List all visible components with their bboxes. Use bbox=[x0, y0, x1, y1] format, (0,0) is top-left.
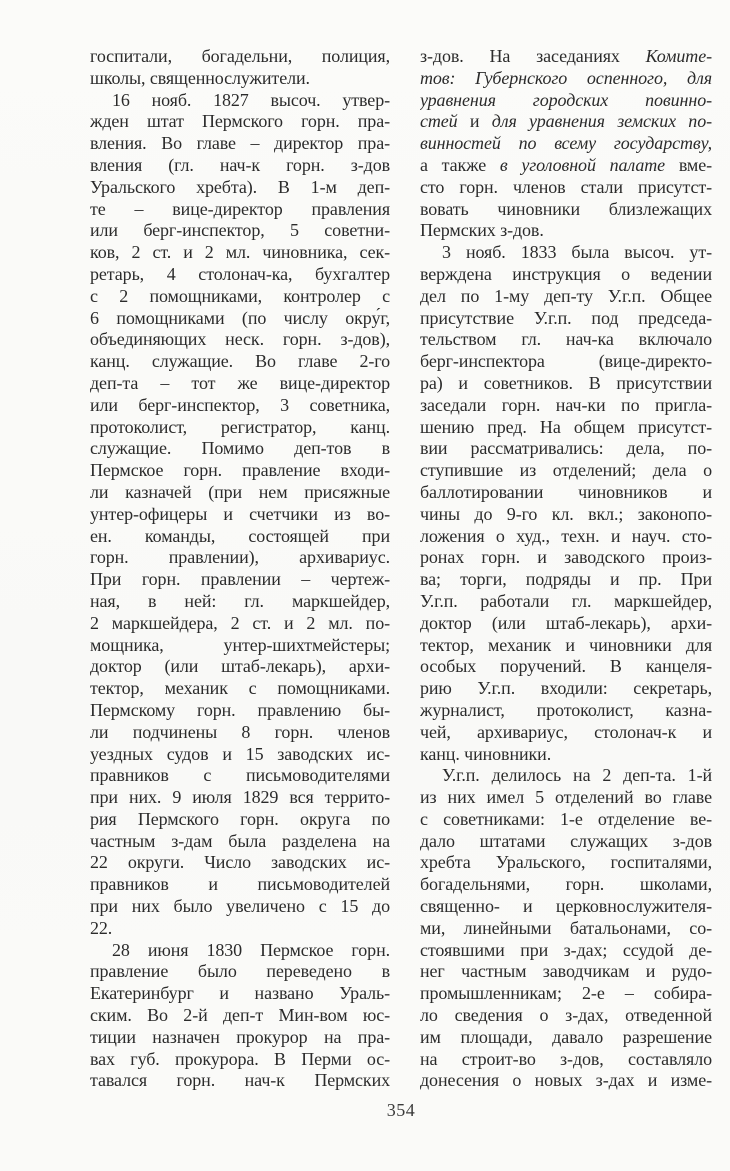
text: частным з-дам была разделена на bbox=[90, 830, 390, 851]
text-line bbox=[90, 264, 390, 286]
text: уездных судов и 15 заводских ис- bbox=[90, 743, 390, 764]
text: тавался горн. нач-к Пермских bbox=[90, 1070, 390, 1091]
text-line bbox=[90, 787, 390, 809]
text: Пермских з-дов. bbox=[420, 220, 544, 241]
text-line bbox=[420, 329, 712, 351]
text: ретарь, 4 столонач-ка, бухгалтер bbox=[90, 263, 390, 284]
text-line bbox=[90, 133, 390, 155]
text: на строит-во з-дов, составляло bbox=[420, 1048, 712, 1069]
text-line bbox=[420, 809, 712, 831]
text-line bbox=[90, 526, 390, 548]
text: ми, линейными батальонами, со- bbox=[420, 917, 712, 938]
text-line bbox=[90, 700, 390, 722]
text-line bbox=[420, 220, 712, 242]
text-line bbox=[90, 329, 390, 351]
text-line bbox=[90, 591, 390, 613]
text: ложения о худ., техн. и науч. сто- bbox=[420, 525, 712, 546]
text-line bbox=[90, 482, 390, 504]
text: правление было переведено в bbox=[90, 961, 390, 982]
text: священно- и церковнослужителя- bbox=[420, 896, 712, 917]
page-number: 354 bbox=[386, 1100, 416, 1120]
text-line bbox=[420, 896, 712, 918]
text-line bbox=[420, 591, 712, 613]
text-line bbox=[90, 308, 390, 330]
text: 2 маркшейдера, 2 ст. и 2 мл. по- bbox=[90, 612, 390, 633]
text-line bbox=[420, 787, 712, 809]
text-line bbox=[90, 983, 390, 1005]
text: объединяющих неск. горн. з-дов), bbox=[90, 329, 390, 350]
text: ступившие из отделений; дела о bbox=[420, 460, 712, 481]
text-line bbox=[420, 460, 712, 482]
text: или берг-инспектор, 5 советни- bbox=[90, 220, 390, 241]
text-line bbox=[420, 438, 712, 460]
text: школы, священнослужители. bbox=[90, 67, 310, 88]
text: жден штат Пермского горн. пра- bbox=[90, 111, 390, 132]
text-columns bbox=[90, 46, 712, 1092]
text: стоявшими при з-дах; ссудой де- bbox=[420, 939, 712, 960]
italic-text: в уголовной палате bbox=[499, 154, 666, 175]
text: донесения о новых з-дах и изме- bbox=[420, 1070, 712, 1091]
text-line bbox=[420, 678, 712, 700]
italic-text: тов: Губернского оспенного, для bbox=[420, 67, 712, 88]
text: ков, 2 ст. и 2 мл. чиновника, сек- bbox=[90, 242, 390, 263]
text-line bbox=[420, 874, 712, 896]
left-column bbox=[90, 46, 390, 1092]
text: 22 округи. Число заводских ис- bbox=[90, 852, 390, 873]
text-line bbox=[90, 1070, 390, 1092]
text-line bbox=[90, 896, 390, 918]
text: тельством гл. нач-ка включало bbox=[420, 329, 712, 350]
text-line bbox=[420, 918, 712, 940]
text: с 2 помощниками, контролер с bbox=[90, 285, 390, 306]
text: 6 помощниками (по числу окру́г, bbox=[90, 307, 390, 328]
text: рия Пермского горн. округа по bbox=[90, 808, 390, 829]
text-line bbox=[420, 656, 712, 678]
text-line bbox=[420, 504, 712, 526]
text: баллотировании чиновников и bbox=[420, 481, 712, 502]
text: 22. bbox=[90, 917, 113, 938]
text-line bbox=[420, 635, 712, 657]
text: Пермскому горн. правлению бы- bbox=[90, 699, 390, 720]
text-line bbox=[420, 286, 712, 308]
text: шению пред. На общем присутст- bbox=[420, 416, 712, 437]
text: верждена инструкция о ведении bbox=[420, 263, 712, 284]
text-line bbox=[90, 177, 390, 199]
text-line bbox=[90, 613, 390, 635]
text: вии рассматривались: дела, по- bbox=[420, 438, 712, 459]
text: деп-та – тот же вице-директор bbox=[90, 372, 390, 393]
text-line bbox=[90, 1005, 390, 1027]
text-line bbox=[420, 983, 712, 1005]
text-line bbox=[90, 90, 390, 112]
text: рию У.г.п. входили: секретарь, bbox=[420, 678, 712, 699]
text: У.г.п. работали гл. маркшейдер, bbox=[420, 590, 712, 611]
text: 3 нояб. 1833 была высоч. ут- bbox=[442, 242, 712, 263]
text-line bbox=[90, 286, 390, 308]
text-line bbox=[90, 417, 390, 439]
text-line bbox=[420, 1027, 712, 1049]
text-line bbox=[420, 155, 712, 177]
text: дел по 1-му деп-ту У.г.п. Общее bbox=[420, 285, 712, 306]
text: заседали горн. нач-ки по пригла- bbox=[420, 394, 712, 415]
text-line bbox=[90, 722, 390, 744]
text-line bbox=[420, 46, 712, 68]
text: Уральского хребта). В 1-м деп- bbox=[90, 176, 390, 197]
text-line bbox=[90, 656, 390, 678]
text: им площади, давало разрешение bbox=[420, 1026, 712, 1047]
text-line bbox=[90, 438, 390, 460]
text: а также bbox=[420, 154, 500, 175]
text: дало штатами служащих з-дов bbox=[420, 830, 712, 851]
text-line bbox=[420, 111, 712, 133]
text: нег частным заводчикам и рудо- bbox=[420, 961, 712, 982]
text: канц. чиновники. bbox=[420, 743, 552, 764]
text-line bbox=[90, 1027, 390, 1049]
text: ским. Во 2-й деп-т Мин-вом юс- bbox=[90, 1005, 390, 1026]
text: при них. 9 июля 1829 вся террито- bbox=[90, 787, 390, 808]
text-line bbox=[420, 133, 712, 155]
text: и bbox=[457, 111, 492, 132]
text: з-дов. На заседаниях bbox=[420, 46, 646, 66]
text-line bbox=[90, 220, 390, 242]
text-line bbox=[420, 765, 712, 787]
text: те – вице-директор правления bbox=[90, 198, 390, 219]
text: ли казначей (при нем присяжные bbox=[90, 481, 390, 502]
text-line bbox=[420, 831, 712, 853]
text: правников и письмоводителей bbox=[90, 874, 390, 895]
text: журналист, протоколист, казна- bbox=[420, 699, 712, 720]
text: горн. правлении), архивариус. bbox=[90, 547, 390, 568]
text: вме- bbox=[665, 154, 712, 175]
text-line bbox=[90, 678, 390, 700]
text-line bbox=[420, 1005, 712, 1027]
text: присутствие У.г.п. под председа- bbox=[420, 307, 712, 328]
text-line bbox=[420, 547, 712, 569]
text-line bbox=[90, 831, 390, 853]
text-line bbox=[90, 940, 390, 962]
text-line bbox=[420, 482, 712, 504]
text-line bbox=[90, 765, 390, 787]
text-line bbox=[420, 177, 712, 199]
text: 28 июня 1830 Пермское горн. bbox=[112, 939, 390, 960]
text: доктор (или штаб-лекарь), архи- bbox=[420, 612, 712, 633]
text: госпитали, богадельни, полиция, bbox=[90, 46, 390, 66]
text-line bbox=[420, 417, 712, 439]
text: ен. команды, состоящей при bbox=[90, 525, 390, 546]
text: правников с письмоводителями bbox=[90, 765, 390, 786]
text-line bbox=[90, 351, 390, 373]
text: Пермское горн. правление входи- bbox=[90, 460, 390, 481]
text-line bbox=[420, 242, 712, 264]
text: ли подчинены 8 горн. членов bbox=[90, 721, 390, 742]
text-line bbox=[420, 308, 712, 330]
text-line bbox=[420, 90, 712, 112]
text-line bbox=[420, 1070, 712, 1092]
text-line bbox=[420, 852, 712, 874]
text-line bbox=[420, 395, 712, 417]
text: промышленникам; 2-е – собира- bbox=[420, 983, 712, 1004]
text: из них имел 5 отделений во главе bbox=[420, 787, 712, 808]
text: при них было увеличено с 15 до bbox=[90, 896, 390, 917]
text: Екатеринбург и названо Ураль- bbox=[90, 983, 390, 1004]
text-line bbox=[90, 918, 390, 940]
text: унтер-офицеры и счетчики из во- bbox=[90, 503, 390, 524]
text-line bbox=[420, 613, 712, 635]
text-line bbox=[90, 68, 390, 90]
text: богадельнями, горн. школами, bbox=[420, 874, 712, 895]
text-line bbox=[420, 722, 712, 744]
text: ная, в ней: гл. маркшейдер, bbox=[90, 590, 390, 611]
text: чей, архивариус, столонач-к и bbox=[420, 721, 712, 742]
text-line bbox=[90, 111, 390, 133]
text-line bbox=[420, 961, 712, 983]
text-line bbox=[420, 744, 712, 766]
text: 16 нояб. 1827 высоч. утвер- bbox=[112, 89, 390, 110]
italic-text: уравнения городских повинно- bbox=[420, 89, 712, 110]
text: мощника, унтер-шихтмейстеры; bbox=[90, 634, 390, 655]
text-line bbox=[420, 1049, 712, 1071]
text-line bbox=[90, 744, 390, 766]
text: вовать чиновники близлежащих bbox=[420, 198, 712, 219]
text-line bbox=[420, 373, 712, 395]
text: доктор (или штаб-лекарь), архи- bbox=[90, 656, 390, 677]
text: с советниками: 1-е отделение ве- bbox=[420, 808, 712, 829]
text: тектор, механик и чиновники для bbox=[420, 634, 712, 655]
text-line bbox=[90, 635, 390, 657]
italic-text: винностей по всему государству, bbox=[420, 133, 712, 154]
text: У.г.п. делилось на 2 деп-та. 1-й bbox=[442, 765, 712, 786]
text-line bbox=[90, 852, 390, 874]
text-line bbox=[420, 351, 712, 373]
text: вах губ. прокурора. В Перми ос- bbox=[90, 1048, 390, 1069]
text-line bbox=[90, 199, 390, 221]
italic-text: стей bbox=[420, 111, 458, 132]
text: тектор, механик с помощниками. bbox=[90, 678, 390, 699]
text: вления (гл. нач-к горн. з-дов bbox=[90, 154, 390, 175]
text: особых поручений. В канцеля- bbox=[420, 656, 712, 677]
text: ло сведения о з-дах, отведенной bbox=[420, 1005, 712, 1026]
text-line bbox=[90, 395, 390, 417]
text: служащие. Помимо деп-тов в bbox=[90, 438, 390, 459]
text: берг-инспектора (вице-директо- bbox=[420, 351, 712, 372]
text-line bbox=[420, 526, 712, 548]
text: или берг-инспектор, 3 советника, bbox=[90, 394, 390, 415]
text-line bbox=[420, 264, 712, 286]
text: При горн. правлении – чертеж- bbox=[90, 569, 390, 590]
text: чины до 9-го кл. вкл.; законопо- bbox=[420, 503, 712, 524]
text: тиции назначен прокурор на пра- bbox=[90, 1026, 390, 1047]
text-line bbox=[90, 547, 390, 569]
text: хребта Уральского, госпиталями, bbox=[420, 852, 712, 873]
text-line bbox=[420, 940, 712, 962]
text-line bbox=[90, 460, 390, 482]
text-line bbox=[420, 199, 712, 221]
text: канц. служащие. Во главе 2-го bbox=[90, 351, 390, 372]
text-line bbox=[90, 569, 390, 591]
text-line bbox=[90, 809, 390, 831]
italic-text: Комите- bbox=[645, 46, 712, 66]
text-line bbox=[90, 46, 390, 68]
text-line bbox=[90, 1049, 390, 1071]
italic-text: для уравнения земских по- bbox=[491, 111, 712, 132]
text-line bbox=[420, 700, 712, 722]
text: ва; торги, подряды и пр. При bbox=[420, 569, 712, 590]
text-line bbox=[90, 242, 390, 264]
text: протоколист, регистратор, канц. bbox=[90, 416, 390, 437]
text: сто горн. членов стали присутст- bbox=[420, 176, 712, 197]
text-line bbox=[90, 504, 390, 526]
text: вления. Во главе – директор пра- bbox=[90, 133, 390, 154]
text-line bbox=[90, 874, 390, 896]
text-line bbox=[90, 961, 390, 983]
text: ра) и советников. В присутствии bbox=[420, 372, 712, 393]
text-line bbox=[420, 68, 712, 90]
text: ронах горн. и заводского произ- bbox=[420, 547, 712, 568]
right-column bbox=[420, 46, 712, 1092]
text-line bbox=[420, 569, 712, 591]
text-line bbox=[90, 155, 390, 177]
text-line bbox=[90, 373, 390, 395]
